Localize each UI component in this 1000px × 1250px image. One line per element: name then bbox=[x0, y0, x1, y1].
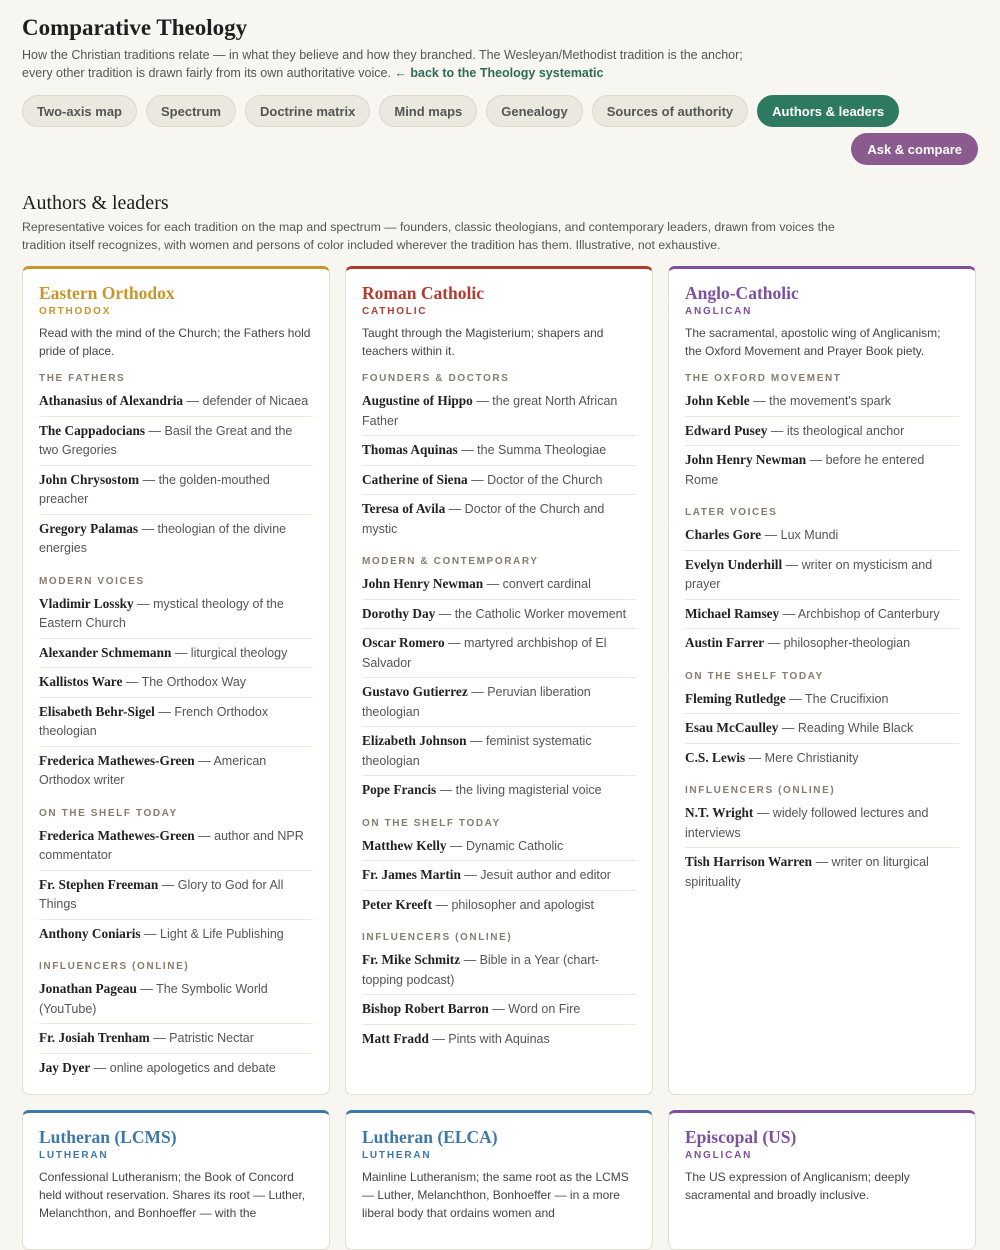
author-name: Vladimir Lossky bbox=[39, 595, 134, 611]
author-list bbox=[685, 799, 959, 896]
tradition-card-episcopal-us bbox=[668, 1110, 976, 1250]
author-name: Austin Farrer bbox=[685, 635, 765, 650]
author-entry bbox=[39, 920, 313, 949]
card-title: Anglo-Catholic bbox=[685, 283, 799, 303]
author-list bbox=[362, 387, 636, 543]
author-name: Gregory Palamas bbox=[39, 520, 139, 536]
author-note: — Mere Christianity bbox=[745, 750, 859, 765]
author-entry bbox=[39, 747, 313, 795]
author-note: — Patristic Nectar bbox=[149, 1031, 254, 1045]
intro-text bbox=[22, 46, 752, 82]
author-name: Charles Gore bbox=[685, 527, 762, 542]
author-note: — Pints with Aquinas bbox=[428, 1031, 550, 1046]
view-tabs bbox=[22, 95, 978, 127]
card-description: The sacramental, apostolic wing of Anglicanism; the Oxford Movement and Prayer Book piety. bbox=[685, 326, 941, 358]
author-entry bbox=[685, 714, 959, 744]
card-description: Confessional Lutheranism; the Book of Concord held without reservation. Shares its root — Luther, Melanchthon, and Bonhoeffer — with the bbox=[39, 1170, 306, 1220]
author-name: John Keble bbox=[685, 393, 750, 408]
author-name: John Henry Newman bbox=[362, 576, 484, 591]
author-name: Catherine of Siena bbox=[362, 471, 468, 487]
author-name: Fr. James Martin bbox=[362, 867, 461, 882]
author-name: Oscar Romero bbox=[362, 635, 445, 650]
card-title: Lutheran (LCMS) bbox=[39, 1127, 177, 1147]
group-label: ON THE SHELF TODAY bbox=[362, 817, 501, 829]
author-name: The Cappadocians bbox=[39, 422, 146, 438]
author-name: Anthony Coniaris bbox=[39, 925, 141, 941]
author-note: — martyred archbishop of El Salvador bbox=[362, 636, 607, 670]
author-name: Frederica Mathewes-Green bbox=[39, 752, 195, 768]
tab-genealogy[interactable]: Genealogy bbox=[486, 95, 582, 127]
author-note: — Peruvian liberation theologian bbox=[362, 685, 591, 719]
card-title: Episcopal (US) bbox=[685, 1127, 797, 1147]
author-entry bbox=[362, 995, 636, 1025]
author-note: — convert cardinal bbox=[483, 577, 591, 591]
tab-doctrine-matrix[interactable]: Doctrine matrix bbox=[245, 95, 370, 127]
author-name: Frederica Mathewes-Green bbox=[39, 827, 195, 843]
author-note: — French Orthodox theologian bbox=[39, 704, 269, 738]
author-list bbox=[685, 387, 959, 494]
author-entry bbox=[39, 387, 313, 417]
author-list bbox=[362, 570, 636, 805]
author-name: Elisabeth Behr-Sigel bbox=[39, 703, 155, 719]
author-list bbox=[362, 946, 636, 1053]
author-entry bbox=[39, 590, 313, 639]
tradition-card-anglo-catholic bbox=[668, 266, 976, 1095]
group-label: THE OXFORD MOVEMENT bbox=[685, 373, 842, 384]
author-note: — Dynamic Catholic bbox=[446, 838, 564, 853]
author-entry bbox=[362, 946, 636, 995]
author-note: — Bible in a Year (chart-topping podcast) bbox=[362, 953, 600, 987]
author-note: — Doctor of the Church and mystic bbox=[362, 502, 605, 536]
author-name: Fleming Rutledge bbox=[685, 690, 786, 706]
group-label: THE FATHERS bbox=[39, 373, 126, 384]
author-note: — theologian of the divine energies bbox=[39, 521, 287, 555]
author-name: C.S. Lewis bbox=[685, 749, 746, 765]
author-entry bbox=[39, 639, 313, 669]
author-name: John Chrysostom bbox=[39, 471, 140, 487]
card-family-label: CATHOLIC bbox=[362, 306, 428, 317]
author-name: Athanasius of Alexandria bbox=[39, 393, 184, 408]
author-entry bbox=[362, 495, 636, 543]
author-note: — its theological anchor bbox=[767, 423, 905, 438]
author-note: — author and NPR commentator bbox=[39, 828, 304, 862]
author-name: Jay Dyer bbox=[39, 1059, 91, 1075]
author-name: N.T. Wright bbox=[685, 805, 754, 820]
card-family-label: ANGLICAN bbox=[685, 1150, 753, 1161]
author-entry bbox=[39, 871, 313, 920]
group-label: MODERN VOICES bbox=[39, 575, 145, 587]
author-list bbox=[39, 822, 313, 949]
author-name: Fr. Stephen Freeman bbox=[39, 876, 159, 892]
author-name: Gustavo Gutierrez bbox=[362, 684, 468, 699]
author-list bbox=[685, 685, 959, 773]
card-description: Read with the mind of the Church; the Fathers hold pride of place. bbox=[39, 326, 311, 358]
author-entry bbox=[685, 551, 959, 600]
tradition-cards bbox=[22, 266, 978, 1250]
group-label: MODERN & CONTEMPORARY bbox=[362, 556, 539, 567]
author-list bbox=[39, 387, 313, 563]
author-entry bbox=[362, 1025, 636, 1054]
section-description: Representative voices for each tradition on the map and spectrum — founders, classic theologians, and contemporary leaders, drawn from voices the tradition itself recognizes, with women and persons of color included wherever the tradition has them. Illustrative, not exhaustive. bbox=[22, 220, 835, 252]
author-note: — before he entered Rome bbox=[685, 453, 925, 487]
author-entry bbox=[362, 387, 636, 436]
author-name: Esau McCaulley bbox=[685, 720, 779, 735]
page-title: Comparative Theology bbox=[22, 15, 248, 40]
author-entry bbox=[685, 417, 959, 447]
author-entry bbox=[685, 799, 959, 848]
group-label: INFLUENCERS (ONLINE) bbox=[362, 932, 513, 943]
author-entry bbox=[39, 975, 313, 1024]
tab-mind-maps[interactable]: Mind maps bbox=[379, 95, 477, 127]
author-entry bbox=[685, 600, 959, 630]
author-entry bbox=[362, 629, 636, 678]
author-name: Matt Fradd bbox=[362, 1030, 429, 1046]
ask-compare-button[interactable]: Ask & compare bbox=[851, 133, 978, 165]
author-note: — Glory to God for All Things bbox=[39, 877, 284, 911]
author-entry bbox=[685, 446, 959, 494]
back-link[interactable]: ← back to the Theology systematic bbox=[394, 66, 604, 80]
author-note: — The Symbolic World (YouTube) bbox=[39, 982, 268, 1016]
group-label: FOUNDERS & DOCTORS bbox=[362, 373, 510, 384]
author-note: — Basil the Great and the two Gregories bbox=[39, 423, 293, 457]
tradition-card-roman-catholic bbox=[345, 266, 653, 1095]
author-list bbox=[39, 590, 313, 795]
author-note: — American Orthodox writer bbox=[39, 753, 267, 787]
author-name: Augustine of Hippo bbox=[362, 393, 473, 408]
author-entry bbox=[685, 685, 959, 715]
author-note: — the golden-mouthed preacher bbox=[39, 472, 270, 506]
author-note: — defender of Nicaea bbox=[183, 394, 309, 408]
card-description: The US expression of Anglicanism; deeply sacramental and broadly inclusive. bbox=[685, 1170, 910, 1202]
author-name: Alexander Schmemann bbox=[39, 644, 172, 660]
group-label: INFLUENCERS (ONLINE) bbox=[39, 961, 190, 972]
tab-spectrum[interactable]: Spectrum bbox=[146, 95, 236, 127]
group-label: LATER VOICES bbox=[685, 507, 778, 518]
card-title: Lutheran (ELCA) bbox=[362, 1127, 498, 1147]
author-entry bbox=[362, 678, 636, 727]
author-entry bbox=[39, 822, 313, 871]
author-entry bbox=[685, 521, 959, 551]
author-note: — writer on liturgical spirituality bbox=[685, 855, 929, 889]
author-name: Tish Harrison Warren bbox=[685, 854, 813, 869]
author-name: Pope Francis bbox=[362, 782, 437, 797]
author-note: — liturgical theology bbox=[171, 645, 288, 660]
author-entry bbox=[39, 668, 313, 698]
ask-row bbox=[22, 133, 978, 165]
author-note: — Reading While Black bbox=[778, 721, 914, 735]
author-entry bbox=[39, 1024, 313, 1054]
author-name: Teresa of Avila bbox=[362, 501, 446, 516]
tab-authors-leaders[interactable]: Authors & leaders bbox=[757, 95, 899, 127]
author-note: — Jesuit author and editor bbox=[460, 868, 611, 882]
author-entry bbox=[685, 744, 959, 773]
author-entry bbox=[685, 629, 959, 658]
card-family-label: LUTHERAN bbox=[39, 1150, 109, 1161]
author-entry bbox=[362, 891, 636, 920]
author-name: Peter Kreeft bbox=[362, 896, 433, 912]
author-entry bbox=[39, 515, 313, 563]
author-name: Evelyn Underhill bbox=[685, 556, 783, 572]
author-note: — the movement's spark bbox=[749, 394, 891, 408]
author-note: — The Orthodox Way bbox=[122, 675, 247, 689]
card-family-label: ORTHODOX bbox=[39, 306, 112, 317]
author-name: Kallistos Ware bbox=[39, 674, 123, 689]
author-note: — Doctor of the Church bbox=[467, 472, 603, 487]
author-entry bbox=[39, 466, 313, 515]
card-description: Taught through the Magisterium; shapers and teachers within it. bbox=[362, 326, 604, 358]
author-entry bbox=[362, 466, 636, 496]
card-description: Mainline Lutheranism; the same root as the LCMS — Luther, Melanchthon, Bonhoeffer — in a more liberal body that ordains women and bbox=[362, 1170, 629, 1220]
author-entry bbox=[39, 698, 313, 747]
author-note: — Lux Mundi bbox=[761, 528, 839, 542]
section-title: Authors & leaders bbox=[22, 192, 169, 214]
card-title: Eastern Orthodox bbox=[39, 283, 175, 303]
author-note: — online apologetics and debate bbox=[90, 1060, 276, 1075]
author-note: — Word on Fire bbox=[488, 1002, 581, 1016]
author-name: Michael Ramsey bbox=[685, 605, 780, 621]
tradition-card-lutheran-lcms bbox=[22, 1110, 330, 1250]
author-note: — the Summa Theologiae bbox=[457, 443, 607, 457]
author-name: John Henry Newman bbox=[685, 452, 807, 467]
author-note: — philosopher and apologist bbox=[432, 897, 594, 912]
author-entry bbox=[362, 832, 636, 862]
author-note: — mystical theology of the Eastern Church bbox=[39, 596, 284, 630]
group-label: ON THE SHELF TODAY bbox=[685, 670, 824, 682]
author-entry bbox=[362, 600, 636, 630]
tradition-card-eastern-orthodox bbox=[22, 266, 330, 1095]
group-label: INFLUENCERS (ONLINE) bbox=[685, 785, 836, 796]
author-name: Fr. Josiah Trenham bbox=[39, 1030, 150, 1045]
group-label: ON THE SHELF TODAY bbox=[39, 807, 178, 819]
author-note: — the living magisterial voice bbox=[436, 783, 602, 797]
author-entry bbox=[362, 570, 636, 600]
author-entry bbox=[362, 436, 636, 466]
tab-two-axis-map[interactable]: Two-axis map bbox=[22, 95, 137, 127]
author-note: — The Crucifixion bbox=[785, 691, 889, 706]
author-list bbox=[685, 521, 959, 658]
author-note: — the Catholic Worker movement bbox=[435, 606, 627, 621]
intro-body: How the Christian traditions relate — in what they believe and how they branched. The Wesleyan/Methodist tradition is the anchor; every other tradition is drawn fairly from its own authoritative voice. bbox=[22, 48, 743, 80]
author-name: Elizabeth Johnson bbox=[362, 733, 467, 748]
author-note: — the great North African Father bbox=[362, 394, 618, 428]
author-entry bbox=[362, 861, 636, 891]
author-name: Matthew Kelly bbox=[362, 837, 447, 853]
author-name: Fr. Mike Schmitz bbox=[362, 952, 461, 967]
author-note: — Archbishop of Canterbury bbox=[779, 606, 940, 621]
tab-sources-of-authority[interactable]: Sources of authority bbox=[592, 95, 748, 127]
author-name: Edward Pusey bbox=[685, 422, 768, 438]
author-note: — Light & Life Publishing bbox=[140, 926, 284, 941]
author-entry bbox=[362, 727, 636, 776]
author-name: Thomas Aquinas bbox=[362, 442, 458, 457]
author-note: — writer on mysticism and prayer bbox=[685, 557, 933, 591]
card-title: Roman Catholic bbox=[362, 283, 485, 303]
author-name: Dorothy Day bbox=[362, 605, 436, 621]
author-entry bbox=[39, 1054, 313, 1083]
author-entry bbox=[685, 848, 959, 896]
tradition-card-lutheran-elca bbox=[345, 1110, 653, 1250]
author-note: — philosopher-theologian bbox=[764, 636, 911, 650]
author-name: Jonathan Pageau bbox=[39, 981, 137, 996]
card-family-label: ANGLICAN bbox=[685, 306, 753, 317]
author-list bbox=[362, 832, 636, 920]
author-note: — widely followed lectures and interviews bbox=[685, 806, 929, 840]
author-entry bbox=[362, 776, 636, 805]
author-entry bbox=[39, 417, 313, 466]
author-name: Bishop Robert Barron bbox=[362, 1001, 489, 1016]
author-entry bbox=[685, 387, 959, 417]
author-note: — feminist systematic theologian bbox=[362, 734, 592, 768]
author-list bbox=[39, 975, 313, 1082]
card-family-label: LUTHERAN bbox=[362, 1150, 432, 1161]
